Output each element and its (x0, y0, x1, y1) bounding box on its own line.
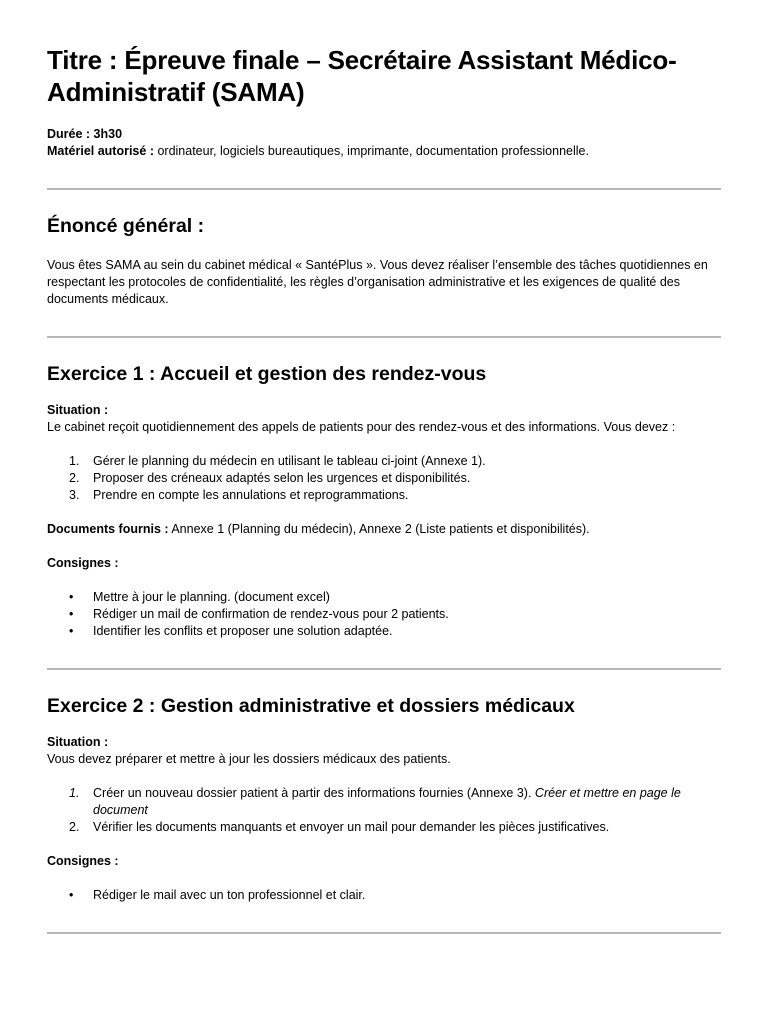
list-number (69, 785, 87, 802)
list-item-text: Prendre en compte les annulations et reprogrammations. (93, 488, 409, 502)
documents-label: Documents fournis : (47, 522, 169, 536)
exercise2-situation-text: Vous devez préparer et mettre à jour les dossiers médicaux des patients. (47, 752, 451, 766)
section-divider (47, 932, 721, 934)
list-item-italic-note: Créer et mettre en page le document (93, 786, 681, 817)
list-item-text: Créer un nouveau dossier patient à partir des informations fournies (Annexe 3). (93, 786, 535, 800)
section-divider (47, 188, 721, 190)
page-title: Titre : Épreuve finale – Secrétaire Assistant Médico-Administratif (SAMA) (47, 45, 677, 107)
section-divider (47, 668, 721, 670)
material-value: ordinateur, logiciels bureautiques, imprimante, documentation professionnelle. (153, 144, 589, 158)
exercise1-consignes-label: Consignes : (47, 556, 119, 570)
list-item (47, 470, 721, 487)
list-item-text: Vérifier les documents manquants et envoyer un mail pour demander les pièces justificatives. (93, 820, 610, 834)
list-item-text: Gérer le planning du médecin en utilisant le tableau ci-joint (Annexe 1). (93, 454, 486, 468)
bullet-icon: • (69, 590, 74, 604)
list-item-text: Rédiger un mail de confirmation de rendez-vous pour 2 patients. (93, 607, 449, 621)
bullet-icon: • (69, 624, 74, 638)
exercise2-task-list (47, 785, 721, 836)
list-number: 3. (69, 488, 80, 502)
list-number: 2. (69, 471, 80, 485)
list-number: 1. (69, 454, 80, 468)
material-line (47, 143, 721, 160)
bullet-icon: • (69, 607, 74, 621)
exercise1-documents-line (47, 521, 721, 538)
duration-label: Durée : 3h30 (47, 127, 123, 141)
general-heading: Énoncé général : (47, 215, 205, 237)
list-item-text: Rédiger le mail avec un ton professionnel et clair. (93, 888, 366, 902)
list-item (47, 453, 721, 470)
exercise1-heading: Exercice 1 : Accueil et gestion des rendez-vous (47, 363, 487, 385)
material-label: Matériel autorisé : (47, 144, 154, 158)
exercise1-consignes-list (47, 589, 721, 640)
list-item-text: Mettre à jour le planning. (document excel) (93, 590, 330, 604)
section-divider (47, 336, 721, 338)
list-item (47, 623, 721, 640)
exercise2-consignes-list (47, 887, 721, 904)
exercise2-heading: Exercice 2 : Gestion administrative et dossiers médicaux (47, 695, 575, 717)
exam-meta (47, 126, 721, 160)
list-item (47, 785, 721, 819)
list-item (47, 487, 721, 504)
exercise1-situation-label: Situation : (47, 403, 109, 417)
documents-value: Annexe 1 (Planning du médecin), Annexe 2 (Liste patients et disponibilités). (168, 522, 590, 536)
exercise2-situation-label: Situation : (47, 735, 109, 749)
list-item (47, 819, 721, 836)
list-item (47, 887, 721, 904)
duration-line (47, 126, 721, 143)
list-item (47, 589, 721, 606)
exercise2-consignes-label: Consignes : (47, 854, 119, 868)
bullet-icon: • (69, 888, 74, 902)
list-item-text: Proposer des créneaux adaptés selon les urgences et disponibilités. (93, 471, 471, 485)
list-item (47, 606, 721, 623)
exercise1-task-list (47, 453, 721, 504)
exercise1-situation-text: Le cabinet reçoit quotidiennement des appels de patients pour des rendez-vous et des informations. Vous devez : (47, 420, 676, 434)
list-number-text: 1. (69, 786, 80, 800)
list-item-text: Identifier les conflits et proposer une solution adaptée. (93, 624, 393, 638)
general-text: Vous êtes SAMA au sein du cabinet médical « SantéPlus ». Vous devez réaliser l’ensemble des tâches quotidiennes en respectant les protocoles de confidentialité, les règles d’organisation administrative et les exigences de qualité des documents médicaux. (47, 258, 708, 306)
list-number: 2. (69, 820, 80, 834)
